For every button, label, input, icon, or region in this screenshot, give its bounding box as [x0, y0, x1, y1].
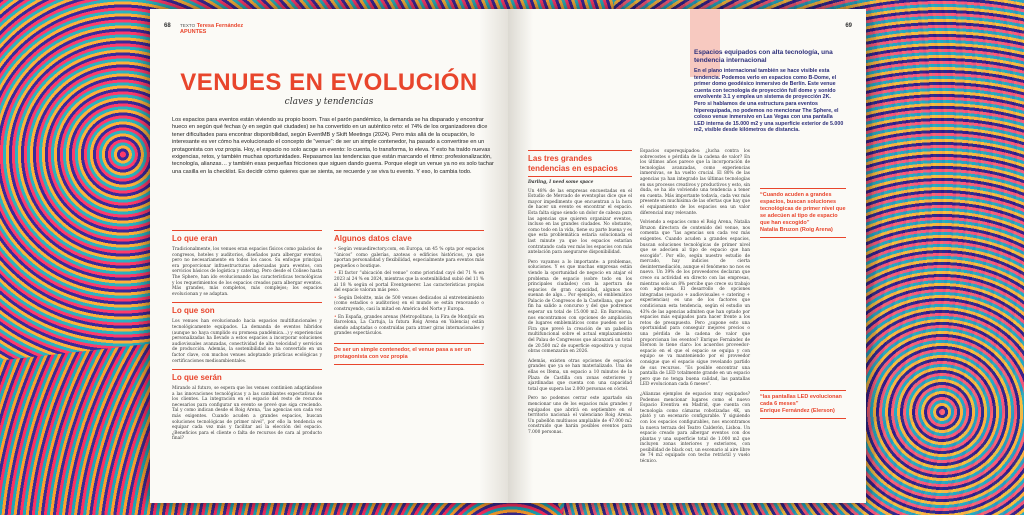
header-label: TEXTO	[180, 23, 196, 28]
trends-paragraph: Pero vayamos a lo importante: a problemas, soluciones. Y es que muchas empresas están viendo la oportunidad de negocio en atajar el problema de espacio (sobre todo en los principales ciudades) con la apertura de espacios de gran capacidad, algunos nos suenan de algo... Por ejemplo, el emblemático Palacio de Congresos de la Castellana, que por fin ha salido a concurso y del que podremos esperar un total de 15.000 m2. En Barcelona, nos encontramos con opciones de ampliación de lugares emblemáticos como pueden ser la Fira que prevé la creación de un pabellón multifuncional sobre el actual emplazamiento del Palau de Congressos que alcanzará un total de 20.500 m2 de superficie expositiva y cuyas obras comenzarán en 2026.	[528, 259, 632, 355]
section-label: APUNTES	[180, 29, 207, 35]
right-column-2	[640, 149, 750, 465]
quote-rule	[334, 364, 484, 365]
pull-quote-1-author: Natalia Bruzon (Roig Arena)	[760, 227, 833, 233]
key-data-item: • El factor “ubicación del venue” como prioridad cayó del 71 % en 2023 al 24 % en 2024, mientras que la sostenibilidad subió del 11 % al 18 % según el portal Eventgenerer. Las características propias del espacio valoran más peso.	[334, 271, 484, 293]
tech-box-text: En el plano internacional también se hace visible esta tendencia. Podemos verlo en espacios como B-Dome, el primer domo geodésico inmersivo de Berlín. Este venue cuenta con tecnología de proyección full dome y sonido envolvente 3.1 y emplea un sistema de proyección 2K. Pero si hablamos de una estructura para eventos hiperequipada, no podemos no mencionar The Sphere, el coloso venue inmersivo en Las Vegas con una pantalla LED interna de 15.000 m2 y una superficie exterior de 5.000 m2, visible desde kilómetros de distancia.	[694, 68, 844, 134]
quote-rule	[760, 418, 846, 419]
key-data-list	[334, 247, 484, 337]
page-number-left: 68	[164, 23, 171, 29]
section-rule	[172, 230, 322, 231]
section-heading-1: Lo que eran	[172, 234, 218, 243]
key-data-item: • Según venuedirectory.com, en Europa, un 45 % opta por espacios “únicos” como galerías, azoteas o edificios históricos, ya que aportan personalidad y flexibilidad, especialmente para eventos más pequeños o boutique.	[334, 247, 484, 269]
trends-paragraph: Además, existen otras opciones de espacios grandes que ya se han materializado. Una de ellas es Ifema, un espacio a 10 minutos de la Plaza de Castilla con zonas exteriores y ajardinadas que cuenta con una capacidad total que supera las 2.000 personas en cóctel.	[528, 358, 632, 392]
right-page	[508, 9, 866, 503]
left-column-2	[334, 227, 484, 368]
tech-box-title: Espacios equipados con alta tecnología, una tendencia internacional	[694, 49, 833, 64]
section-body-1: Tradicionalmente, los venues eran espacios físicos como palacios de congresos, hoteles y auditorios, diseñados para albergar eventos, pero no necesariamente en todos los casos. Su enfoque principal era proporcionar infraestructuras adecuadas para eventos, con servicios básicos de logística y catering. Pero desde el Coliseo hasta The Sphere, han ido evolucionando las características tecnológicas y los requerimientos de los espacios creados para albergar eventos. Más grandes, más completos, más complejos; los espacios evolucionan y se adaptan.	[172, 247, 322, 297]
key-data-heading: Algunos datos clave	[334, 234, 412, 243]
page-header-left	[180, 23, 243, 35]
section-body-2: Los venues han evolucionado hacia espacios multifuncionales y tecnológicamente equipados. La demanda de eventos híbridos (aunque no haya cumplido su promesa pandémica...) y experiencias personalizadas ha llevado a estos espacios a incorporar soluciones audiovisuales avanzadas, conectividad de alta velocidad y servicios de producción. Además, la sostenibilidad se ha convertido en un factor clave, con muchos venues adoptando prácticas ecológicas y certificaciones medioambientales.	[172, 319, 322, 364]
pull-quote-2: “las pantallas LED evolucionan cada 6 meses”	[760, 394, 842, 407]
trends-paragraph: Pero no podemos cerrar este apartado sin mencionar uno de los espacios más grandes y equipados que abrirá en septiembre en el territorio nacional: el valenciano Roig Arena. Un pabellón multiusos ampliable de 47.000 m2 construido que harán posibles eventos para 7.000 personas.	[528, 396, 632, 435]
equipped-paragraph: Volviendo a espacios como el Roig Arena, Natalia Bruzon directora de contenido del venue, nos comenta que “las agencias son cada vez más exigentes. Cuando acuden a grandes espacios, buscan soluciones tecnológicas de primer nivel que se adecúen al tipo de espacio que han escogido”. Por ello, según nuestro estudio de mercado, hay indicios de cierta desintermediación, aunque el fenómeno no nos es nuevo. Un 39% de los proveedores declaran que crece su actividad en directo con las empresas, mientras solo un 8% percibe que crece su trabajo con agencias. El desarrollo de opciones integradas (espacio + audiovisuales + catering + experiencias) es uno de los factores que condicionan esta tendencia, según el estudio un 43% de las agencias admiten que han optado por espacios más equipados para hacer frente a los retos de presupuesto. Pero ¿supone esto una oportunidad para conseguir mejores precios o una pérdida de la cadena de valor que proporcionan los eventos? Enrique Fernández de Elerson lo tiene claro: los acuerdos proveedor-espacio en el que el espacio se equipa y con equipo se va manteniendo por el proveedor consigue que el espacio sigue revelando partido de sus recursos. “Es posible encontrar una pantalla de LED totalmente grande en un espacio pero que no tenga buena calidad, las pantallas LED evolucionan cada 6 meses”.	[640, 220, 750, 388]
quote-rule	[760, 390, 846, 391]
section-heading-2: Lo que son	[172, 306, 215, 316]
pull-quote-1: “Cuando acuden a grandes espacios, buscan soluciones tecnológicas de primer nivel que se adecúen al tipo de espacio que han escogido”	[760, 192, 846, 226]
right-column-3	[760, 185, 846, 422]
article-intro: Los espacios para eventos están viviendo su propio boom. Tras el parón pandémico, la demanda se ha disparado y encontrar hueco en según qué fechas (y en según qué ciudades) se ha convertido en un auténtico reto: el 74% de los organizadores dice tener dificultades para encontrar disponibilidad, según EventMB y Skift Meetings (2024). Pero más allá de la ocupación, lo interesante es ver cómo ha evolucionado el concepto de “venue”: de ser un simple contenedor, ha pasado a convertirse en un protagonista con voz propia. Hoy, el espacio no solo acoge un evento: lo cuenta, lo transforma, lo eleva. Y esto ha traído nuevas exigencias, retos, y también muchas oportunidades. Repasamos las tendencias que están marcando el ritmo: profesionalización, tecnología, alianzas… y también esas pequeñas fricciones que siguen dando guerra. Porque elegir un venue ya no es solo tachar una casilla en la checklist. Es decidir cómo quieres que se sienta, se recuerde y se viva tu evento. Y eso, lo cambia todo.	[172, 117, 494, 175]
section-rule	[172, 369, 322, 370]
left-column-1	[172, 227, 322, 442]
right-column-1	[528, 147, 632, 436]
trends-subheading: Darling, I need some space	[528, 180, 594, 185]
pull-quote-left: De ser un simple contenedor, el venue pasa a ser un protagonista con voz propia	[334, 346, 471, 360]
quote-rule	[760, 237, 846, 238]
equipped-paragraph: ¿Alianzas ejemplos de espacios muy equipados? Podemos mencionar lugares como el nuevo Espacio Eventiva en Madrid, que cuenta con tecnología como cámaras robotizadas 4K, un plató y un escenario configurable. Y siguiendo con los espacios configurables, nos encontramos la nueva terraza del Teatro Calderón, Lisboa. Un espacio creado para albergar eventos con dos plantas y una superficie total de 1.000 m2 que incluyen zonas interiores y exteriores, con posibilidad de black out, un escenario al aire libre de 74 m2 equipado con techo retráctil y vuelo técnico.	[640, 391, 750, 465]
left-page	[150, 9, 508, 503]
section-heading-3: Lo que serán	[172, 373, 222, 383]
section-rule	[528, 176, 632, 177]
article-title: VENUES EN EVOLUCIÓN	[180, 69, 478, 96]
trends-paragraph: Un 48% de las empresas encuestadas en el Estudio de Mercado de eventoplus dice que el mayor impedimento que encuentran a la hora de hacer un evento es encontrar el espacio. Esta falta sigue siendo un dolor de cabeza para las agencias que quieren organizar eventos, incluso en las grandes ciudades. No obstante, como todo en la vida, tiene su parte buena y es que esta problemática estaría solucionada el last minute ya que los espacios estarían contratando cada vez más los espacios con más antelación para asegurarse disponibilidad.	[528, 188, 632, 256]
section-body-3: Mirando al futuro, se espera que los venues continúen adaptándose a las innovaciones tecnológicas y a las cambiantes expectativas de los clientes. La integración en el espacio del resto de recursos necesarios para configurar un evento se prevé que siga creciendo. Tal y como indican desde el Roig Arena, “las agencias son cada vez más exigentes. Cuando acuden a grandes espacios, buscan soluciones tecnológicas de primer nivel”, por ello la tendencia es equipar cada vez más y facilitar así la elección del espacio. ¿Beneficios para el cliente o falta de recursos de cara al producto final?	[172, 386, 322, 442]
quote-rule	[760, 188, 846, 189]
key-data-item: • Según Deloitte, más de 500 venues dedicados al entretenimiento (como estadios o auditorios) en el mundo se están renovando o construyendo, casi la mitad en América del Norte y Europa.	[334, 296, 484, 313]
section-rule	[528, 150, 632, 151]
tech-box	[694, 49, 844, 134]
pull-quote-2-author: Enrique Fernández (Elerson)	[760, 408, 835, 414]
equipped-paragraph: Espacios superequipados: ¿lucha contra los sobrecostes o pérdida de la cadena de valor? En los últimos años parece que la incorporación de tecnologías avanzadas, como experiencias inmersivas, se ha vuelto crucial. El 80% de las agencias ya han integrado las últimas tecnologías en sus procesos creativos y productivos y esto, sin duda, se ha ido volviendo una tendencia a tener en cuenta. Más importante todavía, cada vez más presente en muchísima de las ofertas que hay que el equipamiento de los espacios sea un valor diferencial muy relevante.	[640, 149, 750, 216]
header-author: Teresa Fernández	[196, 23, 244, 29]
page-number-right: 69	[845, 23, 852, 29]
magazine-spread	[150, 9, 866, 503]
quote-rule	[334, 343, 484, 344]
trends-heading: Las tres grandes tendencias en espacios	[528, 154, 618, 173]
section-rule	[334, 230, 484, 231]
article-subtitle: claves y tendencias	[284, 97, 374, 107]
key-data-item: • En España, grandes arenas (Metropolitano, la Fira de Montjuïc en Barcelona, La Cartuja, la futura Roig Arena en Valencia) están siendo adaptadas o construidas para atraer giras internacionales y grandes espectáculos.	[334, 315, 484, 337]
section-rule	[172, 302, 322, 303]
